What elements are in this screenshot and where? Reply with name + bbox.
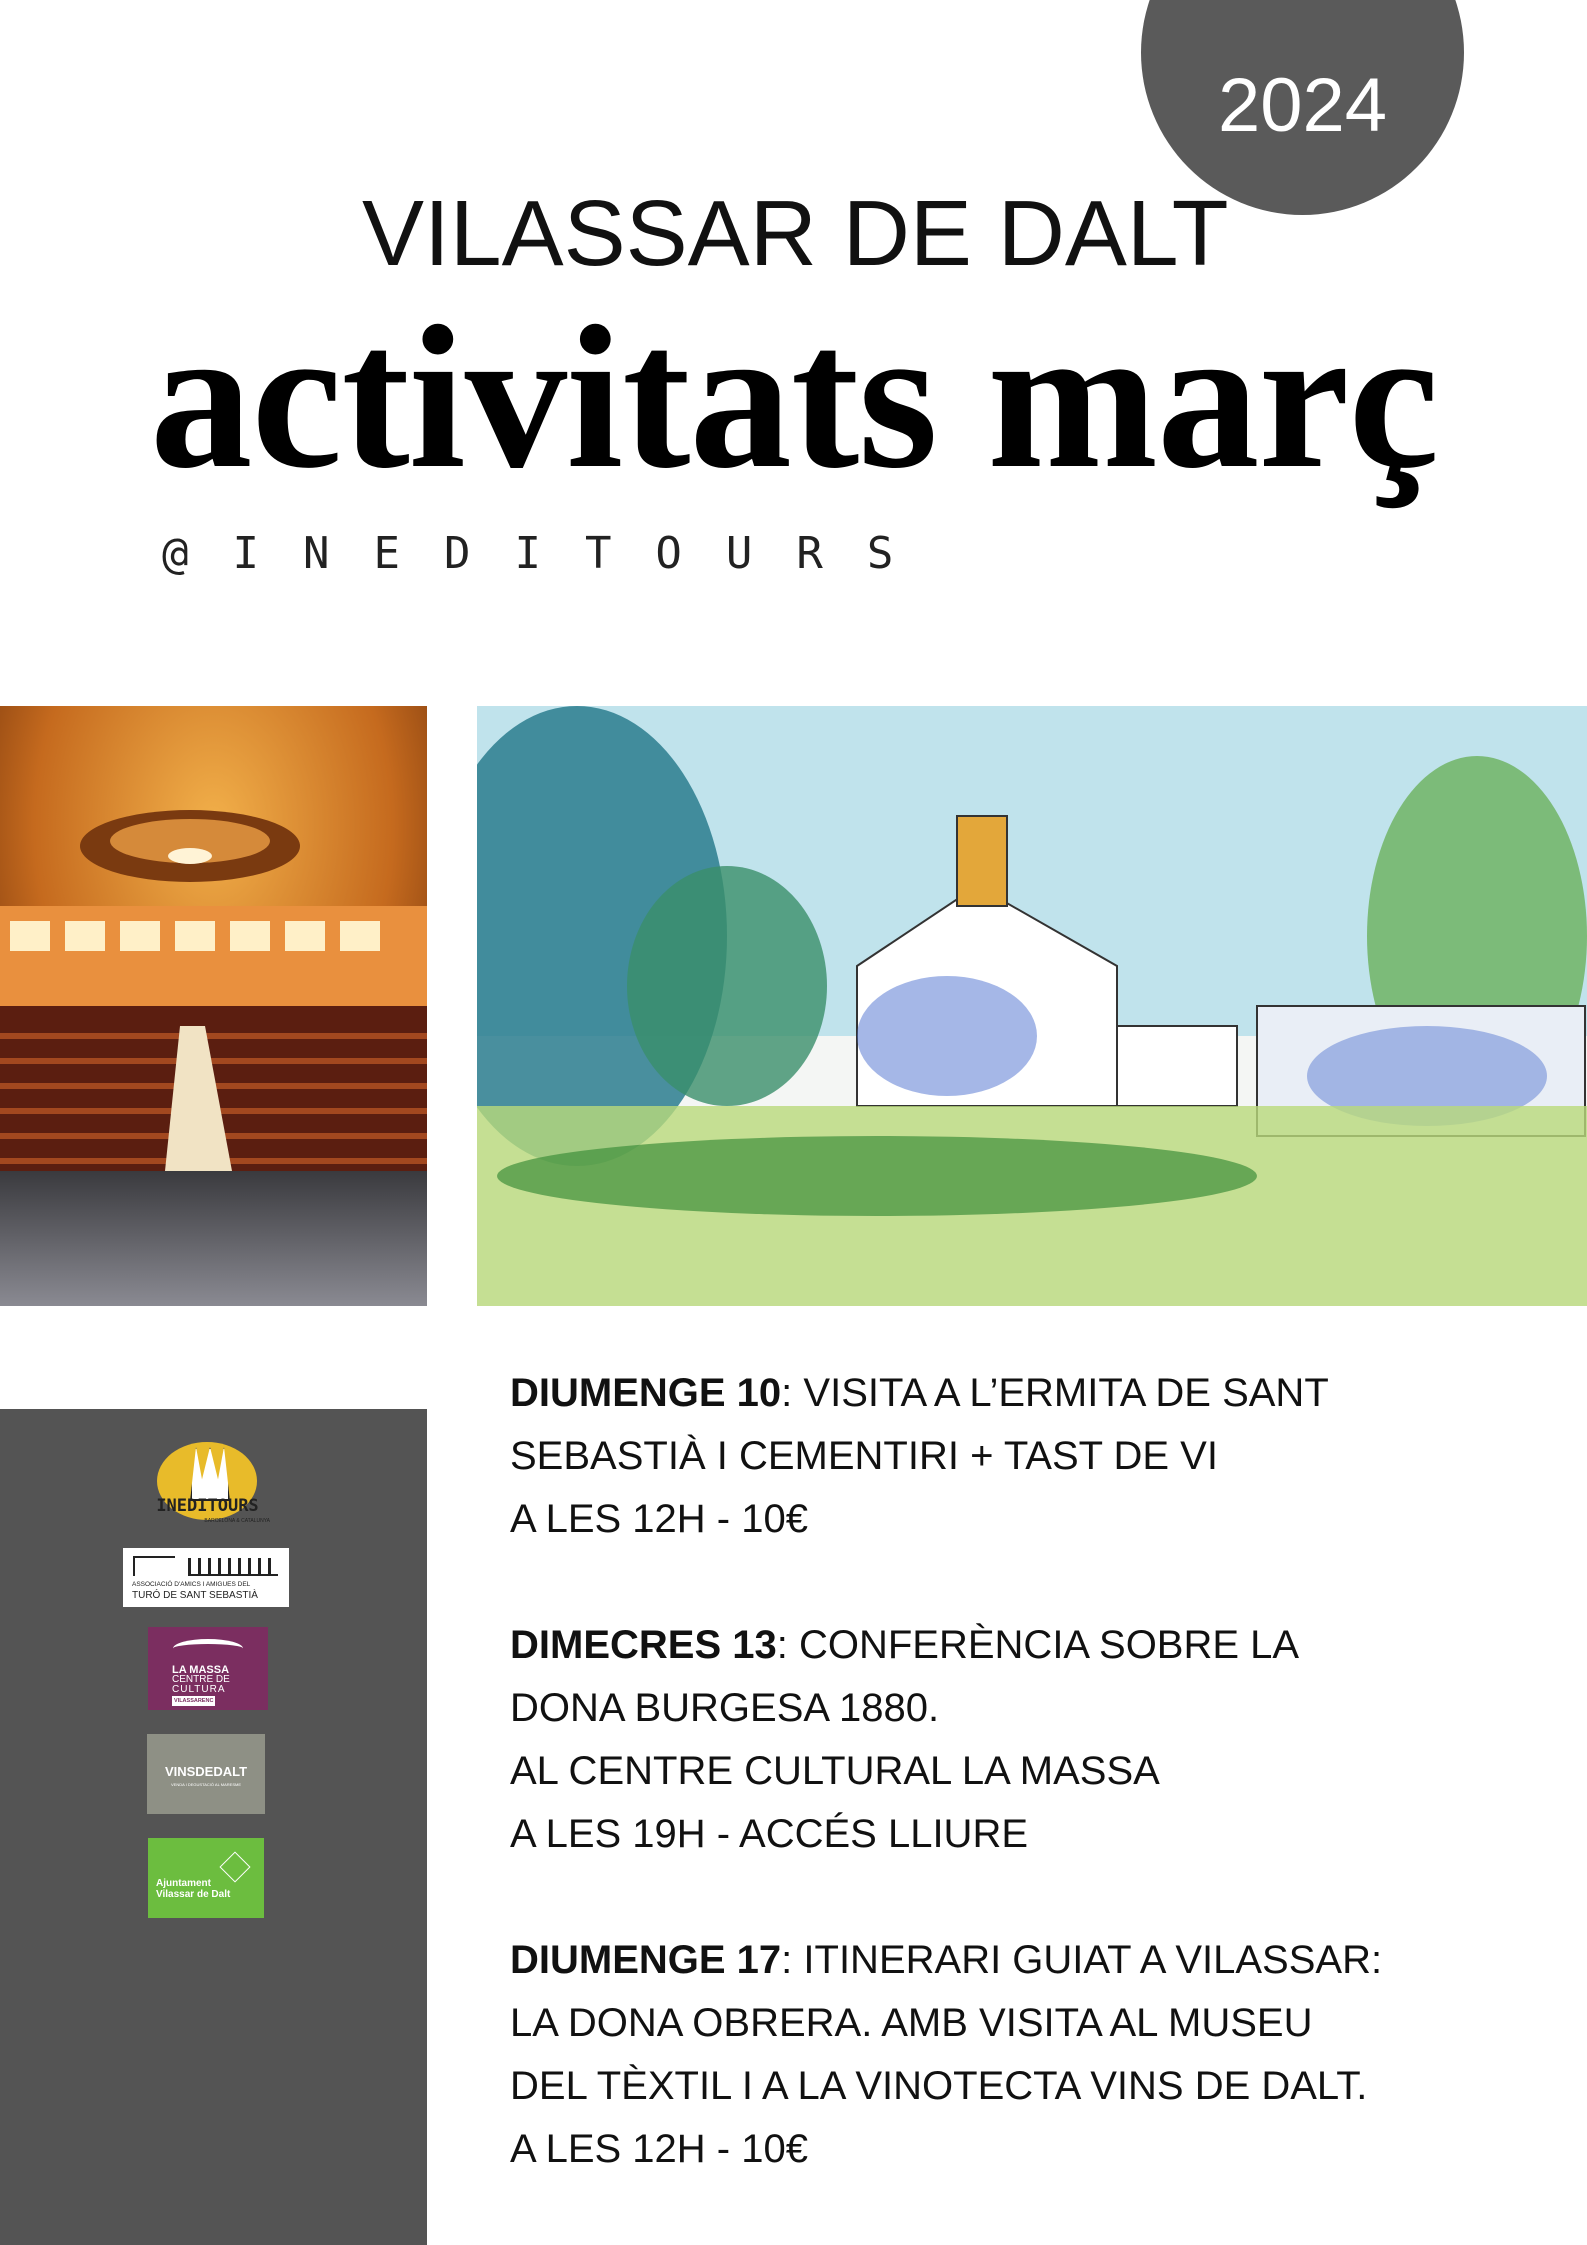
turo-sant-sebastia-logo <box>123 1548 289 1607</box>
la-massa-line1: LA MASSA <box>172 1664 230 1676</box>
theater-photo <box>0 706 427 1306</box>
event-item <box>510 1362 1570 1551</box>
event-day: DIUMENGE 10 <box>510 1371 782 1415</box>
vins-de-dalt-logo <box>147 1734 265 1814</box>
town-title: VILASSAR DE DALT <box>362 181 1229 285</box>
la-massa-line4: VILASSARENC <box>174 1698 214 1704</box>
ajuntament-logo <box>148 1838 264 1918</box>
hermitage-painting <box>477 706 1587 1306</box>
ajuntament-line2: Vilassar de Dalt <box>156 1889 231 1900</box>
event-title: : CONFERÈNCIA SOBRE LA <box>776 1623 1300 1667</box>
event-title: : VISITA A L’ERMITA DE SANT <box>781 1371 1329 1415</box>
partner-logos-sidebar <box>0 1409 427 2245</box>
event-time-price: A LES 19H - ACCÉS LLIURE <box>510 1812 1029 1856</box>
ajuntament-line1: Ajuntament <box>156 1878 211 1889</box>
ineditours-name: INEDITOURS <box>156 1496 259 1516</box>
la-massa-logo <box>148 1627 268 1710</box>
headline: activitats març <box>150 284 1439 511</box>
vins-name: VINSDEDALT <box>164 1764 248 1779</box>
event-line: DONA BURGESA 1880. <box>510 1686 940 1730</box>
ineditours-logo <box>145 1442 270 1527</box>
turo-line1: ASSOCIACIÓ D'AMICS I AMIGUES DEL <box>132 1581 251 1588</box>
event-title: : ITINERARI GUIAT A VILASSAR: <box>781 1938 1383 1982</box>
event-day: DIMECRES 13 <box>510 1623 777 1667</box>
event-location: AL CENTRE CULTURAL LA MASSA <box>510 1749 1160 1793</box>
year-label: 2024 <box>1217 63 1388 148</box>
la-massa-line2: CENTRE DE <box>172 1674 230 1685</box>
event-list <box>510 1362 1570 2244</box>
social-handle: @INEDITOURS <box>162 528 938 579</box>
ineditours-tagline: BARCELONA & CATALUNYA <box>204 1518 270 1524</box>
event-line: LA DONA OBRERA. AMB VISITA AL MUSEU <box>510 2001 1313 2045</box>
event-item <box>510 1929 1570 2181</box>
la-massa-line3: CULTURA <box>172 1684 226 1695</box>
event-day: DIUMENGE 17 <box>510 1938 782 1982</box>
event-time-price: A LES 12H - 10€ <box>510 2127 808 2171</box>
event-line: SEBASTIÀ I CEMENTIRI + TAST DE VI <box>510 1434 1218 1478</box>
vins-tagline: VENDA I DEGUSTACIÓ AL MARESME <box>170 1782 241 1787</box>
turo-line2: TURÓ DE SANT SEBASTIÀ <box>132 1590 258 1601</box>
event-item <box>510 1614 1570 1866</box>
event-time-price: A LES 12H - 10€ <box>510 1497 808 1541</box>
event-line: DEL TÈXTIL I A LA VINOTECTA VINS DE DALT. <box>510 2064 1368 2108</box>
